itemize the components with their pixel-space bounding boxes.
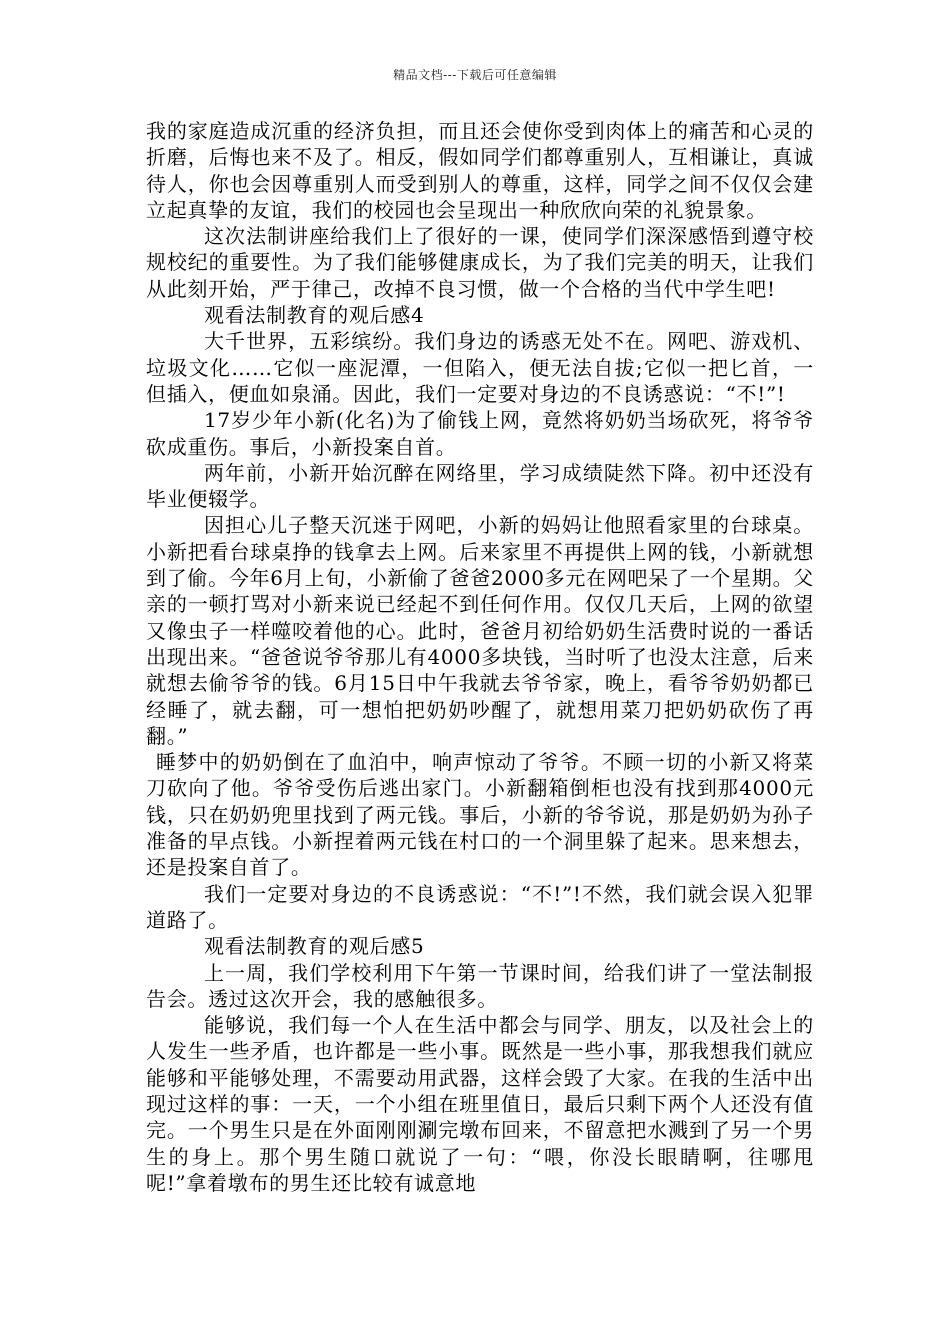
paragraph: 睡梦中的奶奶倒在了血泊中，响声惊动了爷爷。不顾一切的小新又将菜刀砍向了他。爷爷受伤后逃出家门。小新翻箱倒柜也没有找到那4000元钱，只在奶奶兜里找到了两元钱。事后，小新的爷爷说，那是奶奶为孙子准备的早点钱。小新捏着两元钱在村口的一个洞里躲了起来。思来想去，还是投案自首了。 xyxy=(146,750,814,880)
paragraph: 上一周，我们学校利用下午第一节课时间，给我们讲了一堂法制报告会。透过这次开会，我的感触很多。 xyxy=(146,960,814,1011)
section-heading: 观看法制教育的观后感5 xyxy=(204,934,425,959)
paragraph: 大千世界，五彩缤纷。我们身边的诱惑无处不在。网吧、游戏机、垃圾文化……它似一座泥潭，一但陷入，便无法自拔;它似一把匕首，一但插入，便血如泉涌。因此，我们一定要对身边的不良诱惑说：“不!”! xyxy=(146,329,814,406)
document-body xyxy=(146,118,814,1196)
page-header: 精品文档---下载后可任意编辑 xyxy=(393,68,557,82)
paragraph: 能够说，我们每一个人在生活中都会与同学、朋友，以及社会上的人发生一些矛盾，也许都是一些小事。既然是一些小事，那我想我们就应能够和平能够处理，不需要动用武器，这样会毁了大家。在我的生活中出现过这样的事：一天，一个小组在班里值日，最后只剩下两个人还没有值完。一个男生只是在外面刚刚涮完墩布回来，不留意把水溅到了另一个男生的身上。那个男生随口就说了一句：“喂，你没长眼睛啊，往哪甩呢!”拿着墩布的男生还比较有诚意地 xyxy=(146,1013,814,1195)
paragraph-continued: 我的家庭造成沉重的经济负担，而且还会使你受到肉体上的痛苦和心灵的折磨，后悔也来不及了。相反，假如同学们都尊重别人，互相谦让，真诚待人，你也会因尊重别人而受到别人的尊重，这样，同学之间不仅仅会建立起真挚的友谊，我们的校园也会呈现出一种欣欣向荣的礼貌景象。 xyxy=(146,119,814,222)
paragraph: 因担心儿子整天沉迷于网吧，小新的妈妈让他照看家里的台球桌。小新把看台球桌挣的钱拿去上网。后来家里不再提供上网的钱，小新就想到了偷。今年6月上旬，小新偷了爸爸2000多元在网吧呆了一个星期。父亲的一顿打骂对小新来说已经起不到任何作用。仅仅几天后，上网的欲望又像虫子一样噬咬着他的心。此时，爸爸月初给奶奶生活费时说的一番话出现出来。“爸爸说爷爷那儿有4000多块钱，当时听了也没太注意，后来就想去偷爷爷的钱。6月15日中午我就去爷爷家，晚上，看爷爷奶奶都已经睡了，就去翻，可一想怕把奶奶吵醒了，就想用菜刀把奶奶砍伤了再翻。” xyxy=(146,513,814,748)
paragraph: 这次法制讲座给我们上了很好的一课，使同学们深深感悟到遵守校规校纪的重要性。为了我们能够健康成长，为了我们完美的明天，让我们从此刻开始，严于律己，改掉不良习惯，做一个合格的当代中学生吧! xyxy=(146,224,814,301)
paragraph: 17岁少年小新(化名)为了偷钱上网，竟然将奶奶当场砍死，将爷爷砍成重伤。事后，小新投案自首。 xyxy=(146,408,814,459)
section-heading: 观看法制教育的观后感4 xyxy=(204,303,425,328)
paragraph: 两年前，小新开始沉醉在网络里，学习成绩陡然下降。初中还没有毕业便辍学。 xyxy=(146,460,814,512)
paragraph: 我们一定要对身边的不良诱惑说：“不!”!不然，我们就会误入犯罪道路了。 xyxy=(146,881,814,932)
